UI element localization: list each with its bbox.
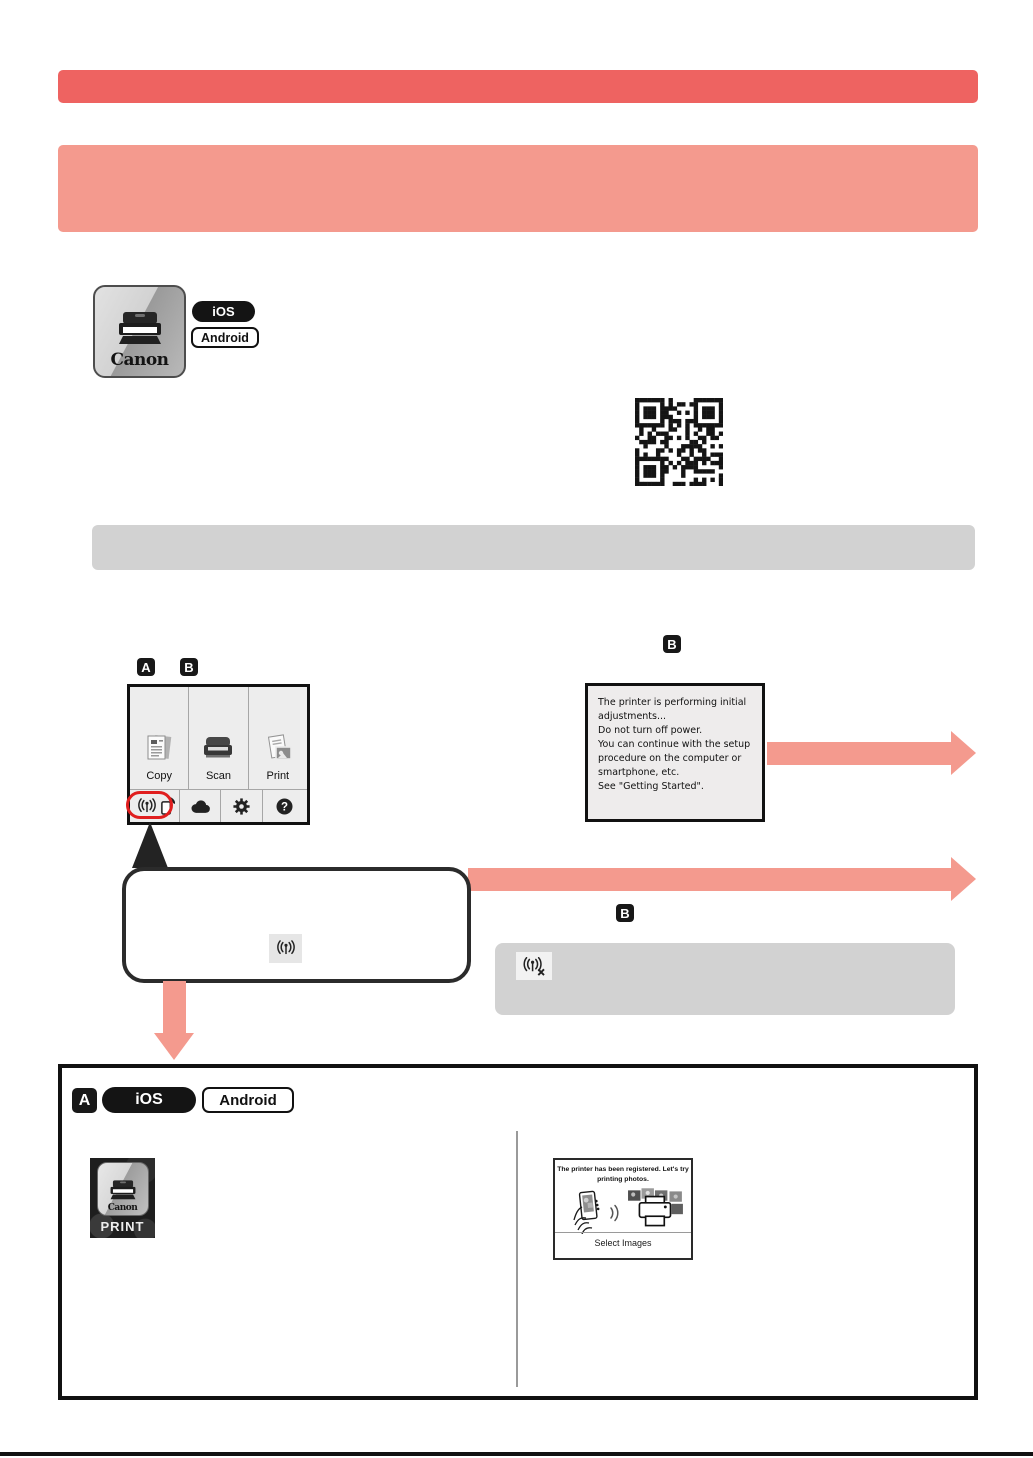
screen-text-line: smartphone, etc. — [598, 767, 680, 779]
column-divider — [516, 1131, 518, 1387]
canon-print-app-icon — [93, 285, 186, 378]
print-icon — [261, 732, 295, 764]
printer-photos-illustration — [627, 1188, 685, 1230]
wifi-status-callout — [122, 867, 471, 983]
ios-badge: iOS — [102, 1087, 196, 1113]
screen-text-line: See "Getting Started". — [598, 781, 704, 793]
callout-pointer — [132, 822, 168, 868]
hand-phone-illustration — [571, 1190, 605, 1234]
initial-adjustments-screen — [585, 683, 765, 822]
screen-text-line: Do not turn off power. — [598, 725, 703, 737]
flow-arrow-right-1 — [767, 742, 952, 765]
app-screen-divider — [555, 1232, 691, 1233]
menu-item-print — [249, 687, 307, 789]
app-registered-screen — [553, 1158, 693, 1260]
flow-arrow-down — [163, 981, 186, 1035]
home-menu-row — [130, 687, 307, 789]
status-settings-cell — [221, 790, 262, 822]
wifi-error-chip — [516, 952, 552, 980]
wifi-highlight-ring — [126, 791, 173, 819]
flow-arrow-right-1-head — [951, 731, 976, 775]
app-screen-title-line1: The printer has been registered. Let's try — [557, 1166, 689, 1173]
menu-label-print: Print — [266, 770, 290, 782]
menu-label-copy: Copy — [146, 770, 172, 782]
select-images-button: Select Images — [594, 1238, 652, 1248]
wireless-waves-icon — [609, 1203, 621, 1223]
note-bar — [92, 525, 975, 570]
svg-text:?: ? — [281, 801, 289, 814]
canon-print-app-tile — [90, 1158, 155, 1238]
status-cloud-cell — [180, 790, 221, 822]
status-help-cell — [263, 790, 307, 822]
scan-icon — [201, 732, 235, 764]
help-icon — [276, 798, 293, 815]
canon-logo: Canon — [107, 1203, 138, 1213]
flow-arrow-right-2 — [468, 868, 952, 891]
flow-arrow-down-head — [154, 1033, 194, 1060]
copy-icon — [142, 732, 176, 764]
app-screen-title-line2: printing photos. — [597, 1175, 649, 1183]
screen-text-line: The printer is performing initial — [598, 697, 747, 708]
wifi-icon — [274, 940, 298, 957]
android-badge: Android — [202, 1087, 294, 1113]
printer-glyph-icon — [113, 310, 167, 350]
flow-arrow-right-2-head — [951, 857, 976, 901]
canon-print-label: PRINT — [100, 1219, 145, 1234]
page-footer-rule — [0, 1452, 1033, 1456]
printer-glyph-icon — [107, 1179, 139, 1203]
settings-icon — [233, 798, 250, 815]
menu-item-copy — [130, 687, 189, 789]
wifi-chip — [269, 934, 302, 963]
screen-text-line: procedure on the computer or — [598, 753, 742, 765]
wifi-error-note — [495, 943, 955, 1015]
wifi-error-icon — [521, 957, 548, 976]
intro-banner — [58, 145, 978, 232]
canon-print-app-icon — [97, 1162, 149, 1216]
qr-code — [635, 398, 723, 486]
section-title-bar — [58, 70, 978, 103]
app-screen-title — [555, 1160, 691, 1184]
step-a-badge: A — [137, 658, 155, 676]
menu-item-scan — [189, 687, 248, 789]
step-b-badge: B — [616, 904, 634, 922]
ios-badge: iOS — [192, 301, 255, 322]
screen-text-line: You can continue with the setup — [598, 739, 751, 751]
step-b-badge: B — [180, 658, 198, 676]
smartphone-setup-section — [58, 1064, 978, 1400]
cloud-icon — [189, 799, 212, 814]
step-a-badge: A — [72, 1088, 97, 1113]
screen-text-line: adjustments... — [598, 711, 667, 723]
canon-logo: Canon — [110, 350, 169, 370]
android-badge: Android — [191, 327, 259, 348]
menu-label-scan: Scan — [205, 770, 232, 782]
step-b-badge: B — [663, 635, 681, 653]
